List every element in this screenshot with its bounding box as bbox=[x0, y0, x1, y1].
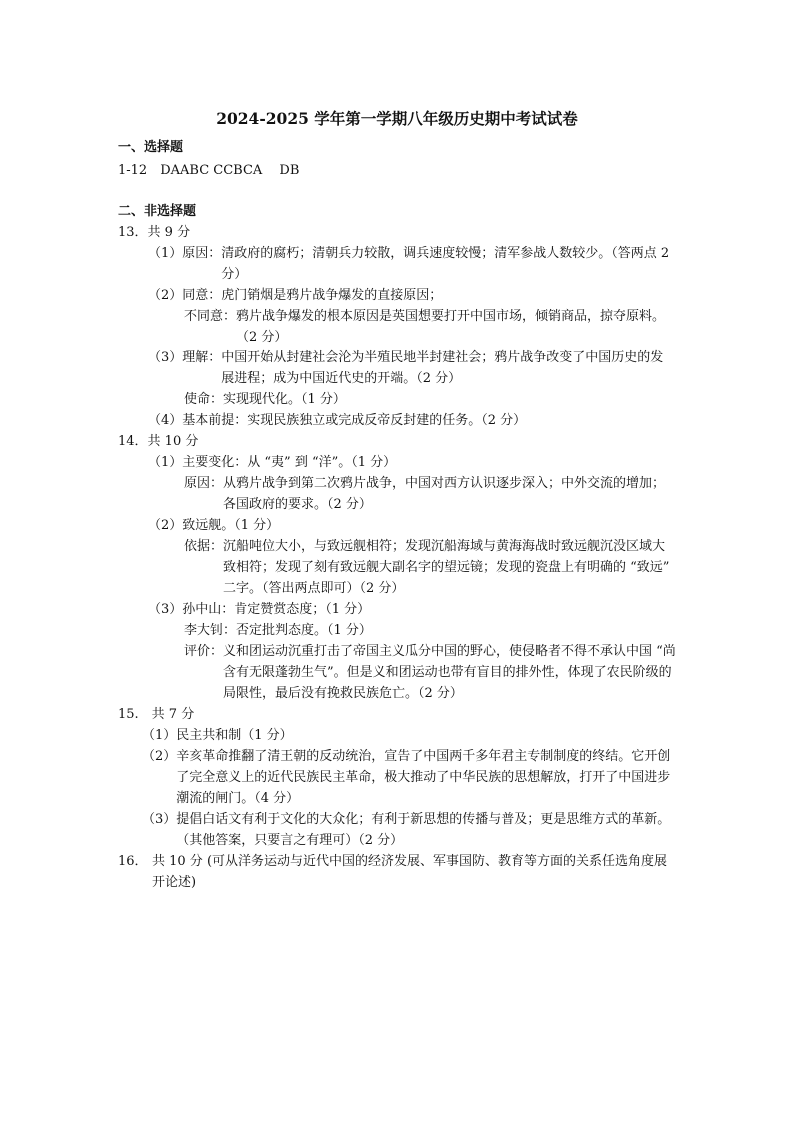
q13-part4: （4）基本前提：实现民族独立或完成反帝反封建的任务。（2 分） bbox=[148, 413, 527, 428]
q14-part3c-text: 义和团运动沉重打击了帝国主义瓜分中国的野心，使侵略者不得不承认中国 “尚含有无限蓬勃生气”。但是义和团运动也带有盲目的排外性，体现了农民阶级的局限性，最后没有挽救民族危亡。（2 分） bbox=[223, 644, 676, 701]
q14-part2b-text: 沉船吨位大小，与致远舰相符；发现沉船海域与黄海海战时致远舰沉没区域大致相符；发现了刻有致远舰大副名字的望远镜；发现的瓷盘上有明确的 “致远” 二字。（答出两点即可）（2 分） bbox=[223, 539, 670, 596]
q15-part3-label: （3） bbox=[142, 812, 177, 827]
section2-heading: 二、非选择题 bbox=[118, 204, 197, 219]
q15-part3-text: 提倡白话文有利于文化的大众化；有利于新思想的传播与普及；更是思维方式的革新。（其他答案，只要言之有理可）（2 分） bbox=[176, 812, 671, 848]
q14-part1b-text: 从鸦片战争到第二次鸦片战争，中国对西方认识逐步深入；中外交流的增加；各国政府的要求。（2 分） bbox=[223, 476, 666, 512]
choice-answers: 1-12 DAABC CCBCA DB bbox=[118, 163, 300, 178]
q14-part3c-label: 评价： bbox=[184, 644, 224, 659]
q14-part2b bbox=[184, 536, 676, 599]
q13-part2b-text: 鸦片战争爆发的根本原因是英国想要打开中国市场，倾销商品，掠夺原料。（2 分） bbox=[236, 309, 666, 345]
q13-part3 bbox=[148, 347, 676, 389]
q14-part2: （2）致远舰。（1 分） bbox=[148, 518, 280, 533]
q13-part1-label: （1）原因： bbox=[148, 246, 222, 261]
q15-part2-label: （2） bbox=[142, 749, 177, 764]
q13-part1 bbox=[148, 243, 676, 285]
q13-head: 13．共 9 分 bbox=[118, 225, 191, 240]
q15-part2-text: 辛亥革命推翻了清王朝的反动统治，宣告了中国两千多年君主专制制度的终结。它开创了完全意义上的近代民族民主革命，极大推动了中华民族的思想解放，打开了中国进步潮流的闸门。（4 分） bbox=[176, 749, 671, 806]
q15-head: 15. 共 7 分 bbox=[118, 707, 195, 722]
q14-head: 14．共 10 分 bbox=[118, 434, 199, 449]
q13-part3b: 使命：实现现代化。（1 分） bbox=[184, 392, 346, 407]
q14-part3b: 李大钊：否定批判态度。（1 分） bbox=[184, 623, 372, 638]
q13-part3-label: （3）理解： bbox=[148, 350, 222, 365]
q13-part2-text: 虎门销烟是鸦片战争爆发的直接原因； bbox=[221, 288, 443, 303]
q16-text: 共 10 分 (可从洋务运动与近代中国的经济发展、军事国防、教育等方面的关系任选角度展开论述) bbox=[152, 854, 668, 890]
q14-part3c bbox=[184, 641, 676, 704]
q14-part3: （3）孙中山：肯定赞赏态度；（1 分） bbox=[148, 602, 371, 617]
q14-part1: （1）主要变化：从 “夷” 到 “洋”。（1 分） bbox=[148, 455, 397, 470]
q13-part2b bbox=[184, 306, 676, 348]
q13-part1-text: 清政府的腐朽；清朝兵力较散，调兵速度较慢；清军参战人数较少。（答两点 2 分） bbox=[221, 246, 670, 282]
q13-part3-text: 中国开始从封建社会沦为半殖民地半封建社会；鸦片战争改变了中国历史的发展进程；成为中国近代史的开端。（2 分） bbox=[221, 350, 664, 386]
q14-part1b-label: 原因： bbox=[184, 476, 224, 491]
q15-part3 bbox=[142, 809, 676, 851]
q14-part1b bbox=[184, 473, 676, 515]
q13-part2-label: （2）同意： bbox=[148, 288, 222, 303]
q16-head: 16． bbox=[118, 854, 148, 869]
q13-part2b-label: 不同意： bbox=[184, 309, 237, 324]
exam-title: 2024-2025 学年第一学期八年级历史期中考试试卷 bbox=[216, 109, 578, 128]
q13-part2 bbox=[148, 285, 676, 306]
q15-part1: （1）民主共和制（1 分） bbox=[142, 728, 293, 743]
section1-heading: 一、选择题 bbox=[118, 140, 184, 155]
q15-part2 bbox=[142, 746, 676, 809]
q14-part2b-label: 依据： bbox=[184, 539, 224, 554]
q16 bbox=[118, 851, 676, 893]
